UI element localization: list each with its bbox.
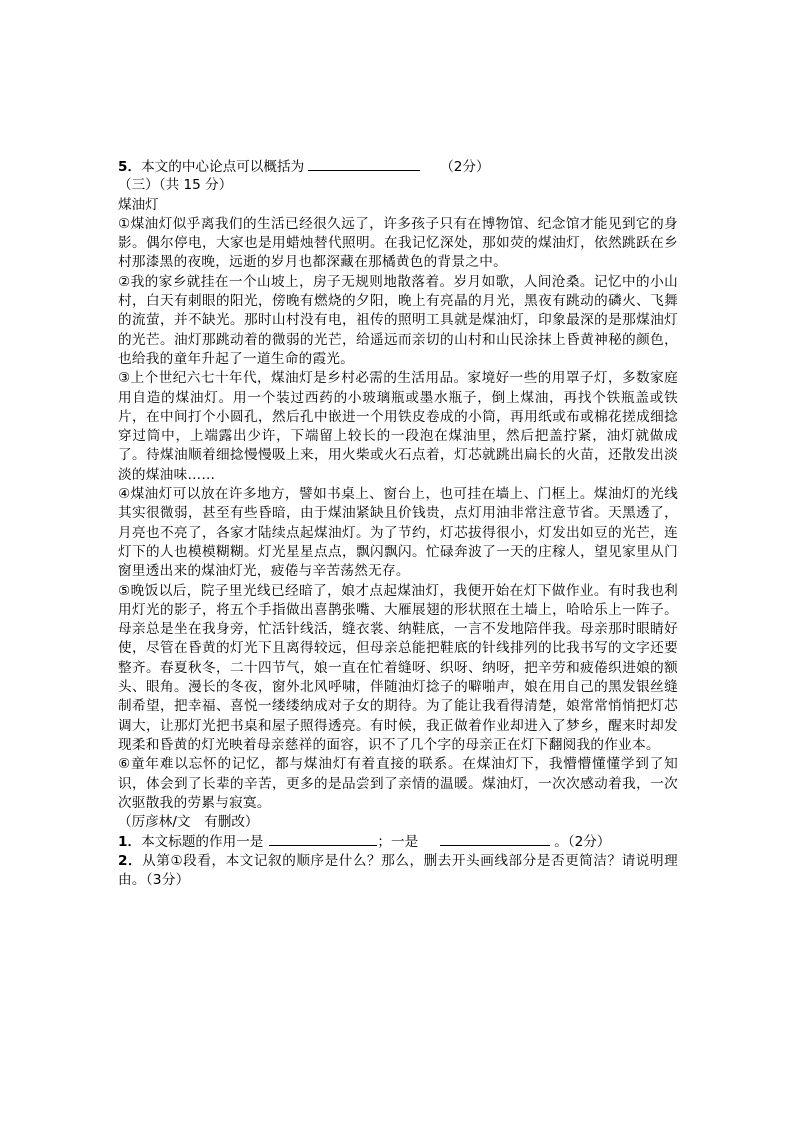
article-title: 煤油灯	[118, 196, 159, 213]
question-separator: ；一是	[377, 834, 419, 851]
answer-blank-1[interactable]	[269, 832, 377, 846]
paragraph-4: ④煤油灯可以放在许多地方，譬如书桌上、窗台上，也可挂在墙上、门框上。煤油灯的光线其实很微弱，甚至有些昏暗，由于煤油紧缺且价钱贵，点灯用油非常注意节省。天黑透了，月亮也不亮了，各家才陆续点起煤油灯。为了节约，灯芯拔得很小，灯发出如豆的光芒，连灯下的人也模模糊糊。灯光星星点点，飘闪飘闪。忙碌奔波了一天的庄稼人，望见家里从门窗里透出来的煤油灯光，疲倦与辛苦荡然无存。	[118, 486, 678, 580]
section-heading: （三）（共 15 分）	[118, 177, 233, 194]
question-1	[118, 832, 678, 851]
question-number: 5．	[118, 159, 142, 175]
answer-blank-2[interactable]	[440, 832, 550, 846]
question-text: 本文标题的作用一是	[141, 834, 264, 851]
question-number: 1．	[118, 834, 142, 851]
question-text: 本文的中心论点可以概括为	[141, 159, 305, 175]
exam-page	[118, 157, 678, 890]
question-score: （2分）	[440, 159, 490, 175]
answer-blank[interactable]	[308, 157, 420, 171]
paragraph-6: ⑥童年难以忘怀的记忆，都与煤油灯有着直接的联系。在煤油灯下，我懵懵懂懂学到了知识，体会到了长辈的辛苦，更多的是品尝到了亲情的温暖。煤油灯，一次次感动着我，一次次驱散我的劳累与寂寞。	[118, 756, 678, 811]
paragraph-2: ②我的家乡就挂在一个山坡上，房子无规则地散落着。岁月如歌，人间沧桑。记忆中的小山村，白天有刺眼的阳光，傍晚有燃烧的夕阳，晚上有亮晶的月光，黑夜有跳动的磷火、飞舞的流萤，并不缺光。那时山村没有电，祖传的照明工具就是煤油灯，印象最深的是那煤油灯的光芒。油灯那跳动着的微弱的光芒，给遥远而亲切的山村和山民涂抹上昏黄神秘的颜色，也给我的童年升起了一道生命的霞光。	[118, 273, 678, 367]
article-source: （厉彦林/文 有删改）	[118, 814, 259, 831]
question-2	[118, 852, 678, 891]
paragraph-1: ①煤油灯似乎离我们的生活已经很久远了，许多孩子只有在博物馆、纪念馆才能见到它的身影。偶尔停电，大家也是用蜡烛替代照明。在我记忆深处，那如荧的煤油灯，依然跳跃在乡村那漆黑的夜晚，远逝的岁月也都深藏在那橘黄色的背景之中。	[118, 215, 678, 271]
question-text: 从第①段看，本文记叙的顺序是什么？那么，删去开头画线部分是否更简洁？请说明理由。（3分）	[118, 852, 678, 888]
question-number: 2．	[118, 852, 143, 869]
question-5	[118, 157, 678, 176]
question-score: 。（2分）	[554, 834, 611, 851]
paragraph-3: ③上个世纪六七十年代，煤油灯是乡村必需的生活用品。家境好一些的用罩子灯，多数家庭用自造的煤油灯。用一个装过西药的小玻璃瓶或墨水瓶子，倒上煤油，再找个铁瓶盖或铁片，在中间打个小圆孔，然后孔中嵌进一个用铁皮卷成的小筒，再用纸或布或棉花搓成细捻穿过筒中，上端露出少许，下端留上较长的一段泡在煤油里，然后把盖拧紧，油灯就做成了。待煤油顺着细捻慢慢吸上来，用火柴或火石点着，灯芯就跳出扁长的火苗，还散发出淡淡的煤油味……	[118, 370, 678, 483]
paragraph-5: ⑤晚饭以后，院子里光线已经暗了，娘才点起煤油灯，我便开始在灯下做作业。有时我也利用灯光的影子，将五个手指做出喜鹊张嘴、大雁展翅的形状照在土墙上，哈哈乐上一阵子。母亲总是坐在我身旁，忙活针线活，缝衣裳、纳鞋底，一言不发地陪伴我。母亲那时眼睛好使，尽管在昏黄的灯光下且离得较远，但母亲总能把鞋底的针线排列的比我书写的文字还要整齐。春夏秋冬，二十四节气，娘一直在忙着缝呀、织呀、纳呀，把辛劳和疲倦织进娘的额头、眼角。漫长的冬夜，窗外北风呼啸，伴随油灯捻子的噼啪声，娘在用自己的黑发银丝缝制希望，把幸福、喜悦一缕缕纳成对子女的期待。为了能让我看得清楚，娘常常悄悄把灯芯调大，让那灯光把书桌和屋子照得透亮。有时候，我正做着作业却进入了梦乡，醒来时却发现柔和昏黄的灯光映着母亲慈祥的面容，识不了几个字的母亲正在灯下翻阅我的作业本。	[118, 582, 678, 753]
